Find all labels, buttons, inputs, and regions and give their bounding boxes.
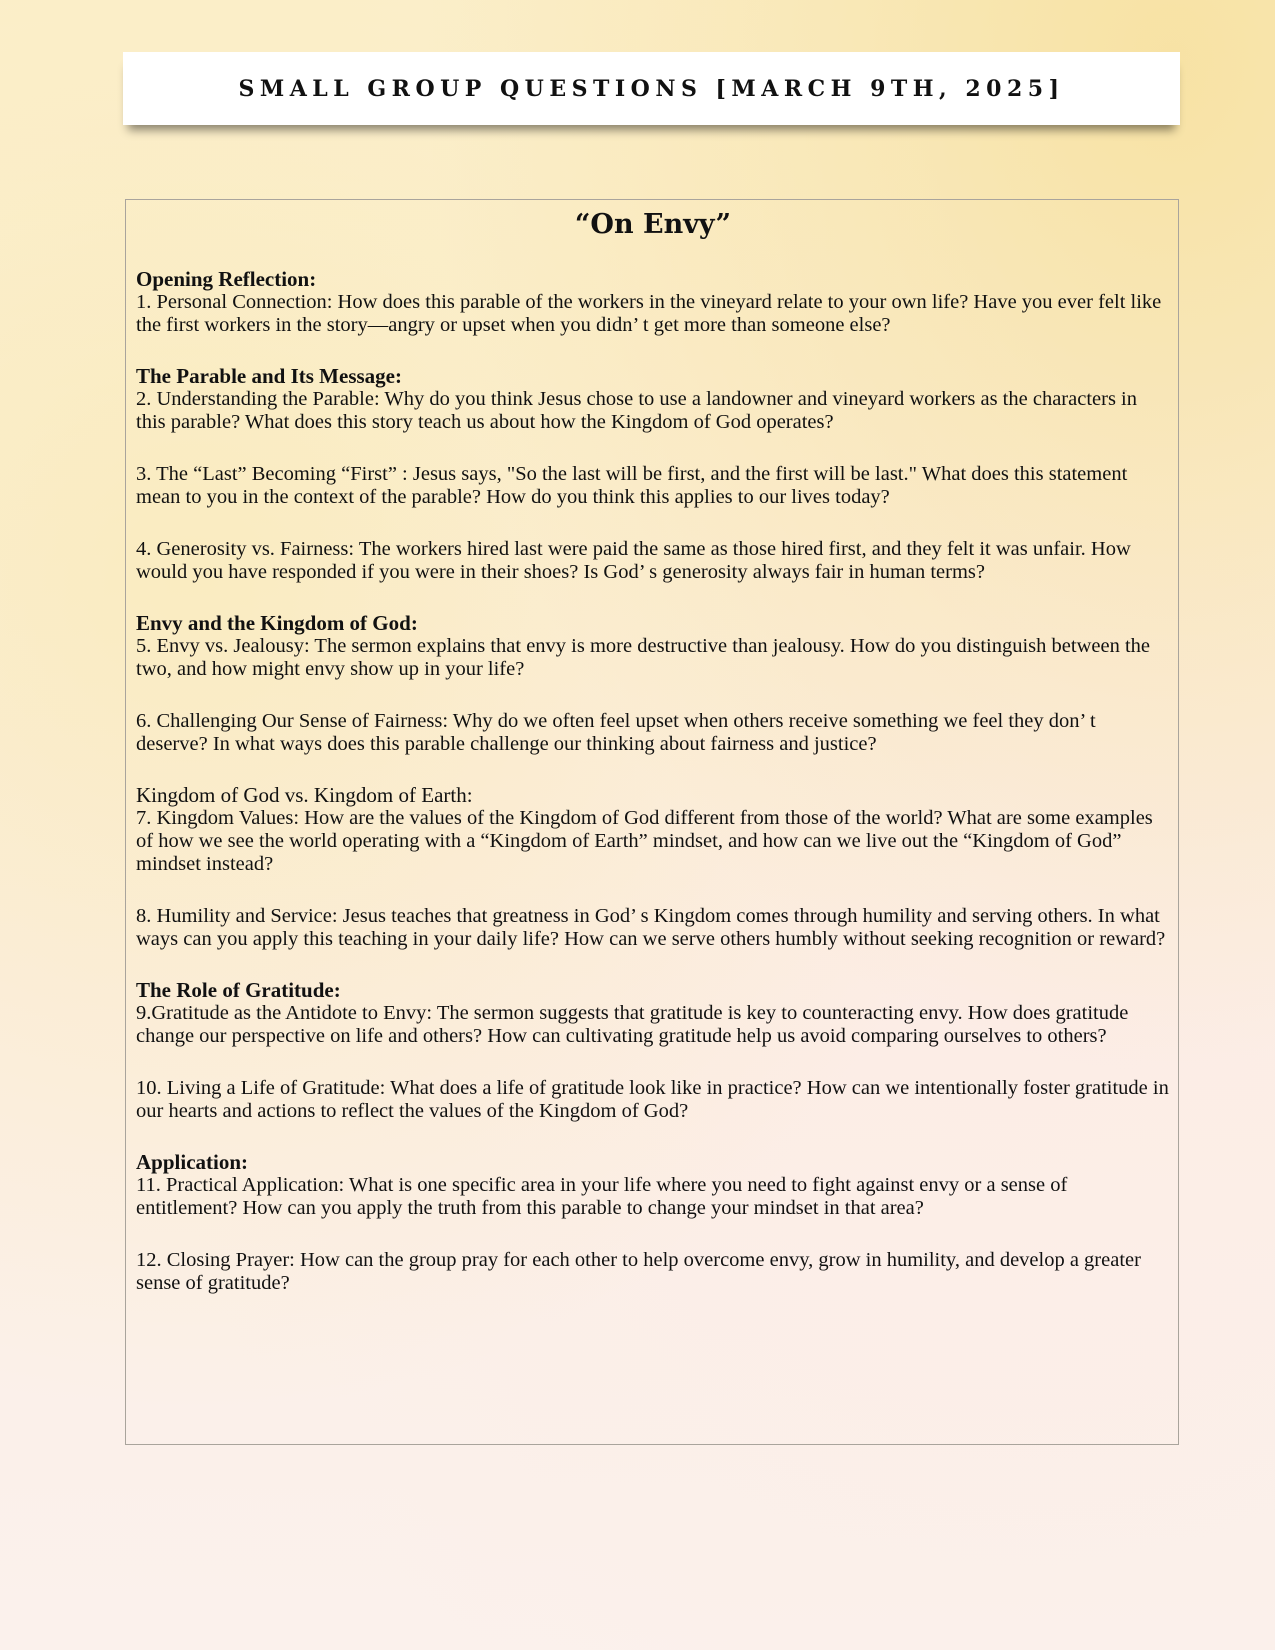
question-1: 1. Personal Connection: How does this parable of the workers in the vineyard relate to your own life? Have you ever felt like the first workers in the story—angry or upset when you didn’ t get more than someone else? — [136, 291, 1162, 336]
question-10: 10. Living a Life of Gratitude: What does a life of gratitude look like in practice? How can we intentionally foster gratitude in our hearts and actions to reflect the values of the Kingdom of God? — [136, 1077, 1169, 1122]
questions-box — [125, 199, 1179, 1445]
section-heading: Envy and the Kingdom of God: — [136, 611, 418, 635]
question-12: 12. Closing Prayer: How can the group pray for each other to help overcome envy, grow in humility, and develop a greater sense of gratitude? — [136, 1249, 1141, 1294]
section-opening-reflection — [136, 268, 1170, 337]
section-envy-kingdom — [136, 612, 1170, 756]
section-role-of-gratitude — [136, 979, 1170, 1123]
question-9: 9.Gratitude as the Antidote to Envy: The sermon suggests that gratitude is key to counteracting envy. How does gratitude change our perspective on life and others? How can cultivating gratitude help us avoid comparing ourselves to others? — [136, 1002, 1129, 1047]
question-4: 4. Generosity vs. Fairness: The workers hired last were paid the same as those hired first, and they felt it was unfair. How would you have responded if you were in their shoes? Is God’ s generosity always fair in human terms? — [136, 538, 1131, 583]
section-heading: The Parable and Its Message: — [136, 364, 402, 388]
section-heading: Application: — [136, 1150, 249, 1174]
question-3: 3. The “Last” Becoming “First” : Jesus says, "So the last will be first, and the first will be last." What does this statement mean to you in the context of the parable? How do you think this applies to our lives today? — [136, 463, 1128, 508]
document-title: “On Envy” — [574, 209, 732, 240]
section-heading: Kingdom of God vs. Kingdom of Earth: — [136, 783, 473, 807]
section-parable-message — [136, 365, 1170, 584]
question-8: 8. Humility and Service: Jesus teaches that greatness in God’ s Kingdom comes through humility and serving others. In what ways can you apply this teaching in your daily life? How can we serve others humbly without seeking recognition or reward? — [136, 905, 1166, 950]
header-banner — [123, 52, 1180, 125]
question-6: 6. Challenging Our Sense of Fairness: Why do we often feel upset when others receive something we feel they don’ t deserve? In what ways does this parable challenge our thinking about fairness and justice? — [136, 710, 1096, 755]
question-11: 11. Practical Application: What is one specific area in your life where you need to fight against envy or a sense of entitlement? How can you apply the truth from this parable to change your mindset in that area? — [136, 1174, 1068, 1219]
question-7: 7. Kingdom Values: How are the values of the Kingdom of God different from those of the world? What are some examples of how we see the world operating with a “Kingdom of Earth” mindset, and how can we live out the “Kingdom of God” mindset instead? — [136, 807, 1153, 875]
page-header-title: SMALL GROUP QUESTIONS [MARCH 9TH, 2025] — [238, 75, 1065, 102]
question-5: 5. Envy vs. Jealousy: The sermon explains that envy is more destructive than jealousy. How do you distinguish between the two, and how might envy show up in your life? — [136, 635, 1150, 680]
question-2: 2. Understanding the Parable: Why do you think Jesus chose to use a landowner and vineyard workers as the characters in this parable? What does this story teach us about how the Kingdom of God operates? — [136, 388, 1137, 433]
section-heading: The Role of Gratitude: — [136, 978, 341, 1002]
section-kingdom-vs-earth — [136, 784, 1170, 951]
section-application — [136, 1151, 1170, 1295]
section-heading: Opening Reflection: — [136, 267, 317, 291]
